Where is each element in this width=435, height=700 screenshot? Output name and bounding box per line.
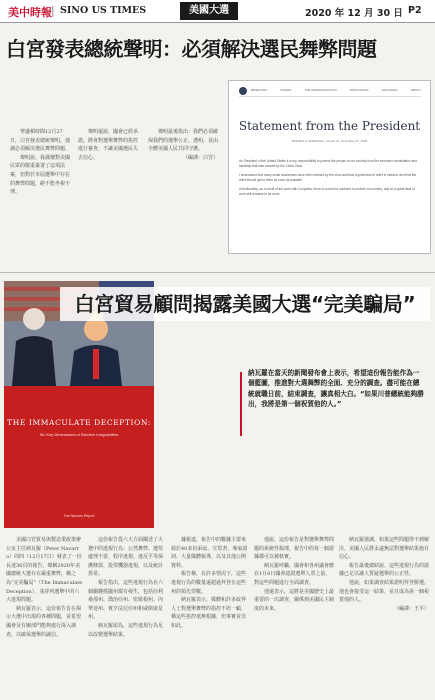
report-footer: The Navarro Report xyxy=(63,514,95,518)
issue-date: 2020 年 12 月 30 日 xyxy=(305,8,403,19)
article2-paragraph: 他說，這份報告是對選舉舞弊問題的系統性梳理，報告中的每一個證據都可以被核實。 xyxy=(254,537,335,561)
article2-column-3 xyxy=(171,536,249,631)
section-divider xyxy=(0,272,435,273)
screenshot-nav-item: PARTICIPATE xyxy=(349,88,369,92)
logo-english: SINO US TIMES xyxy=(60,5,147,16)
screenshot-nav-item: BRIEFINGS xyxy=(251,88,268,92)
article1-column-1 xyxy=(10,128,72,197)
masthead-bar xyxy=(0,0,435,23)
article2-paragraph: 報告指出，這些違規行為在六個關鍵搖擺州都有發生，包括亞利桑那州、喬治亞州、密歇根州、內華達州、賓夕法尼亞州和威斯康星州。 xyxy=(88,579,164,621)
page-number: P2 xyxy=(408,5,422,16)
article2-credit: （編譯：王平） xyxy=(393,605,429,612)
article2-paragraph: 美國白宮貿易與製造業政策辦公室主任納瓦羅（Peter Navarro）周四（12月17日）發表了一份長達36頁的報告，聲稱2020年美國總統大選存在嚴重舞弊，稱之為“完美騙局”（The Immaculate Deception），並詳列選舉中的六大違規問題。 xyxy=(6,537,83,604)
article1-paragraph: 聲明還說，國會已經承諾，將會對選舉舞弊的指控進行審查，不讓美國選民失去信心。 xyxy=(78,129,139,161)
screenshot-nav-item: ABOUT xyxy=(410,88,421,92)
pull-quote-accent xyxy=(240,372,242,436)
article2-paragraph: 納瓦羅認為，這些違規行為足以改變選舉結果。 xyxy=(88,622,164,638)
screenshot-nav xyxy=(239,86,421,97)
article2-paragraph: 納瓦羅呼籲，國會和各州議會應在1月6日國會認證選舉人票之前，對這些問題進行全面調查。 xyxy=(254,562,335,586)
article2-column-2 xyxy=(88,536,166,639)
article1-column-2 xyxy=(78,128,140,162)
article1-paragraph: 華盛頓時間12月27日，白宮發表總統聲明，強調必須解決選民舞弊問題。 xyxy=(10,129,71,153)
article2-column-5 xyxy=(339,536,429,613)
article2-paragraph: 納瓦羅表示，媒體和許多政界人士對選舉舞弊的指控不屑一顧，稱這些指控毫無根據，但事實並非如此。 xyxy=(171,597,247,629)
article1-credit: （編譯：白宮） xyxy=(182,154,218,161)
whitehouse-statement-screenshot xyxy=(228,80,431,254)
article2-column-1 xyxy=(6,536,84,639)
screenshot-subtitle: BUDGET & SPENDING · Issued on: December 27, 2020 xyxy=(291,139,368,143)
screenshot-title: Statement from the President xyxy=(238,119,421,133)
section-label: 美國大選 xyxy=(180,2,238,20)
article1-paragraph: 聲明說，我滿懷對美國民眾的敬重簽署了這項法案，但對於本屆選舉中存在的舞弊問題，絕不能坐視不理。 xyxy=(10,154,71,196)
logo-chinese: 美中時報 xyxy=(8,6,52,19)
article2-paragraph: 他說，如果調查結果證明拜登勝選，他也會接受這一結果，並且成為第一個祝賀他的人。 xyxy=(339,579,430,604)
article2-paragraph: 這份報告從六大方面闡述了大選中的違規行為：公然舞弊、選票處理不當、程序違規、違反平等保護條款、投票機器違規，以及統計異常。 xyxy=(88,537,164,578)
article2-paragraph: 報告最後總結說，這些違規行為的證據已足以讓人質疑選舉的公正性。 xyxy=(339,562,430,578)
report-title: THE IMMACULATE DECEPTION: xyxy=(7,418,151,427)
article1-column-3 xyxy=(148,128,218,162)
article1-headline: 白宮發表總統聲明：必須解決選民舞弊問題 xyxy=(6,37,377,61)
article2-paragraph: 報告稱，在許多情況下，這些違規行為的數量遠超過拜登在這些州的領先票數。 xyxy=(171,571,247,595)
report-subtitle: Six Key Dimensions of Election Irregularities xyxy=(39,432,119,437)
article2-paragraph: 納瓦羅表示，這份報告旨在揭示大選中出現的各種問題，並希望國會及有關部門能夠進行深入調查，以確保選舉的誠信。 xyxy=(6,605,82,638)
article2-column-4 xyxy=(254,536,334,613)
screenshot-nav-item: ISSUES xyxy=(280,88,292,92)
screenshot-nav-item: 1600 PENN xyxy=(381,88,398,92)
article2-headline: 白宮貿易顧問揭露美國大選“完美騙局” xyxy=(60,287,430,321)
screenshot-nav-item: THE ADMINISTRATION xyxy=(304,88,337,92)
screenshot-body xyxy=(239,159,421,201)
article1-paragraph: 聲明最後指出：我們必須確保我們的選舉公正、透明，並由全體美國人民共同守護。 xyxy=(148,129,219,153)
screenshot-paragraph: I understand that many small businesses have been harmed by the virus and that a great deal of relief is needed, and that the relief should get to them as soon as possible. xyxy=(239,173,417,182)
article2-paragraph: 納瓦羅強調，如果這些問題得不到解決，美國人民將永遠無法對選舉結果抱有信心。 xyxy=(339,537,430,561)
presidential-seal-icon xyxy=(239,87,247,95)
report-cover xyxy=(4,386,154,528)
article2-paragraph: 據報道，報告中的數據主要來源於40多份訴訟、宣誓書、專家證詞、大量媒體報導，以及其他公開資料。 xyxy=(171,537,248,569)
article2-paragraph: 他還表示，這將是美國歷史上最重要的一次調查，關係到美國民主制度的未來。 xyxy=(254,588,335,612)
screenshot-paragraph: As President of the United States it is my responsibility to protect the people of our country from the economic devastation and hardship that was caused by the China Virus. xyxy=(239,159,417,168)
logo-divider: | xyxy=(51,4,55,17)
screenshot-paragraph: Unfortunately, as a result of the work with Congress, there is a need to continue to protect our country; and so a great deal of work still remains to be done. xyxy=(239,187,415,196)
pull-quote: 納瓦羅在當天的新聞發布會上表示，希望這份報告能作為一個藍圖，推進對大選舞弊的全面、充分的調查。盡可能在總統就職日前，結束調查，讓真相大白。“如果川普總統能夠勝出，我將是第一個祝賀他的人。” xyxy=(248,369,424,409)
